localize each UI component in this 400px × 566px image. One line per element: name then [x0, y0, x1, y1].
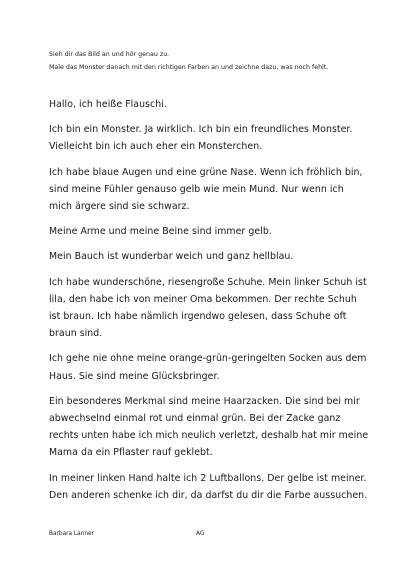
instructions: [49, 48, 379, 74]
story-greeting: Hallo, ich heiße Flauschi.: [49, 99, 167, 110]
story-paragraph-3: Meine Arme und meine Beine sind immer gelb.: [49, 226, 272, 238]
story-paragraph-1: Ich bin ein Monster. Ja wirklich. Ich bin ein freundliches Monster. Vielleicht bin ich auch eher ein Monsterchen.: [49, 124, 353, 153]
instruction-line-2: Male das Monster danach mit den richtigen Farben an und zeichne dazu, was noch fehlt.: [49, 64, 329, 71]
story-paragraph-7: Ein besonderes Merkmal sind meine Haarzacken. Die sind bei mir abwechselnd einmal rot und einmal grün. Bei der Zacke ganz rechts unten habe ich mich neulich verletzt, deshalb hat mir meine Mama da ein Pflaster rauf geklebt.: [49, 395, 369, 459]
story-paragraph-2: Ich habe blaue Augen und eine grüne Nase. Wenn ich fröhlich bin, sind meine Fühler genauso gelb wie mein Mund. Nur wenn ich mich ärgere sind sie schwarz.: [49, 166, 363, 213]
instruction-line-1: Sieh dir das Bild an und hör genau zu.: [49, 51, 170, 58]
footer-author: Barbara Lanner: [49, 531, 95, 537]
story-paragraph-4: Mein Bauch ist wunderbar weich und ganz hellblau.: [49, 251, 294, 263]
footer-code: AG: [196, 531, 205, 537]
story-paragraph-6: Ich gehe nie ohne meine orange-grün-geringelten Socken aus dem Haus. Sie sind meine Glücksbringer.: [49, 353, 367, 382]
story-text: [49, 96, 369, 512]
story-paragraph-8: In meiner linken Hand halte ich 2 Luftballons. Der gelbe ist meiner. Den anderen schenke ich dir, da darfst du dir die Farbe aussuchen.: [49, 472, 368, 501]
story-paragraph-5: Ich habe wunderschöne, riesengroße Schuhe. Mein linker Schuh ist lila, den habe ich von meiner Oma bekommen. Der rechte Schuh ist braun. Ich habe nämlich irgendwo gelesen, dass Schuhe oft braun sind.: [49, 276, 367, 340]
